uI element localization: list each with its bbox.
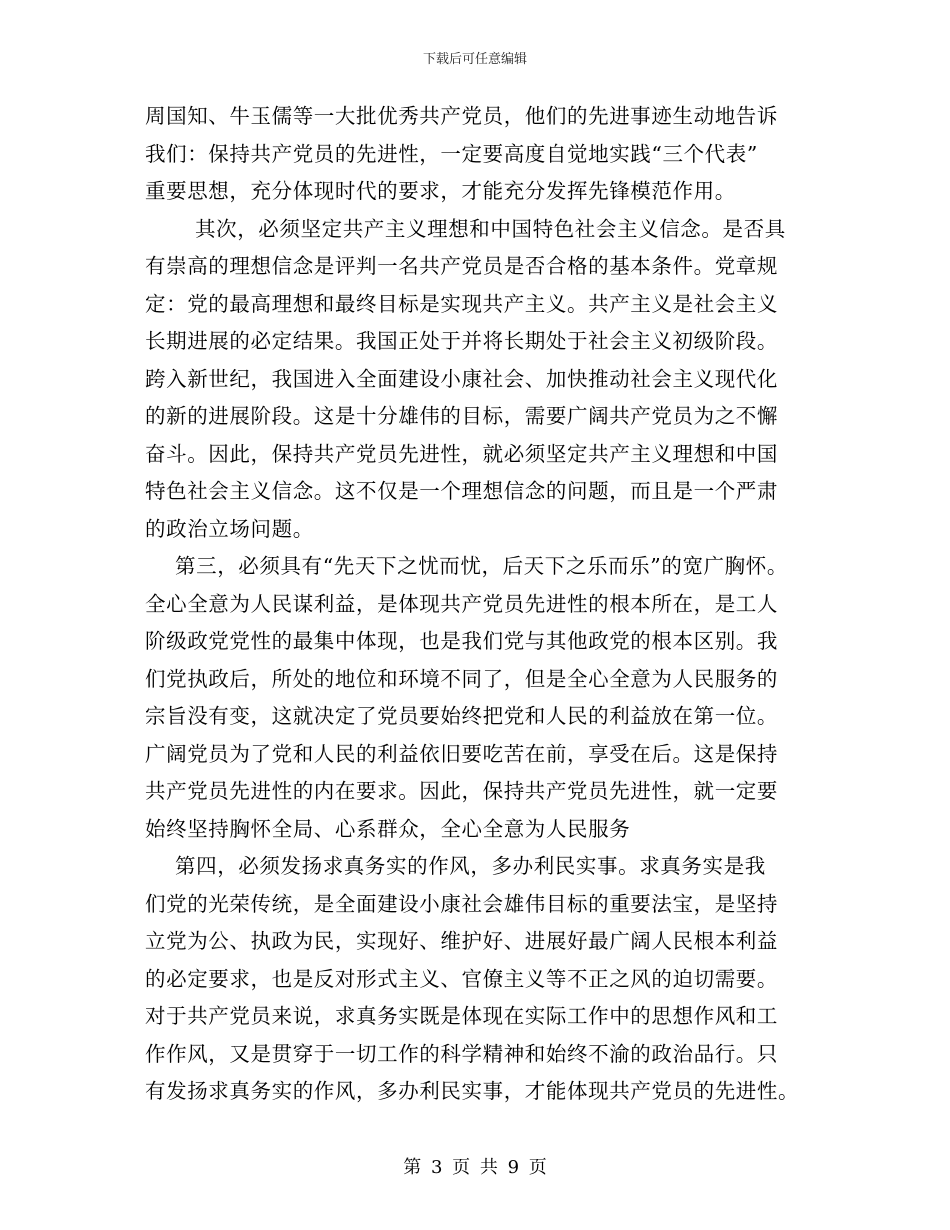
text-line: 特色社会主义信念。这不仅是一个理想信念的问题，而且是一个严肃 [145, 479, 778, 503]
text-line: 们党执政后，所处的地位和环境不同了，但是全心全意为人民服务的 [145, 666, 778, 691]
text-line: 对于共产党员来说，求真务实既是体现在实际工作中的思想作风和工 [145, 1004, 778, 1028]
text-line: 的新的进展阶段。这是十分雄伟的目标，需要广阔共产党员为之不懈 [145, 404, 778, 428]
text-line: 周国知、牛玉儒等一大批优秀共产党员，他们的先进事迹生动地告诉 [145, 104, 778, 128]
text-line: 的政治立场问题。 [145, 516, 314, 541]
text-line: 有崇高的理想信念是评判一名共产党员是否合格的基本条件。党章规 [145, 254, 778, 278]
text-line: 长期进展的必定结果。我国正处于并将长期处于社会主义初级阶段。 [145, 329, 778, 353]
text-line: 定：党的最高理想和最终目标是实现共产主义。共产主义是社会主义 [145, 291, 778, 316]
text-line: 们党的光荣传统，是全面建设小康社会雄伟目标的重要法宝，是坚持 [145, 891, 778, 916]
text-line: 全心全意为人民谋利益，是体现共产党员先进性的根本所在，是工人 [145, 591, 778, 616]
text-line: 宗旨没有变，这就决定了党员要始终把党和人民的利益放在第一位。 [145, 704, 778, 728]
text-line: 阶级政党党性的最集中体现，也是我们党与其他政党的根本区别。我 [145, 629, 778, 653]
text-line: 的必定要求，也是反对形式主义、官僚主义等不正之风的迫切需要。 [145, 966, 778, 991]
text-line: 跨入新世纪，我国进入全面建设小康社会、加快推动社会主义现代化 [145, 366, 778, 391]
text-line: 其次，必须坚定共产主义理想和中国特色社会主义信念。是否具 [195, 216, 786, 241]
text-line: 作作风，又是贯穿于一切工作的科学精神和始终不渝的政治品行。只 [145, 1041, 778, 1066]
text-line: 我们：保持共产党员的先进性，一定要高度自觉地实践“三个代表” [145, 141, 758, 166]
text-line: 第四，必须发扬求真务实的作风，多办利民实事。求真务实是我 [175, 854, 766, 878]
text-line: 第三，必须具有“先天下之忧而忧，后天下之乐而乐”的宽广胸怀。 [175, 554, 788, 578]
text-line: 立党为公、执政为民，实现好、维护好、进展好最广阔人民根本利益 [145, 929, 778, 953]
page-header: 下载后可任意编辑 [422, 52, 527, 67]
page-number-footer: 第 3 页 共 9 页 [403, 1157, 547, 1178]
text-line: 始终坚持胸怀全局、心系群众，全心全意为人民服务 [145, 816, 631, 841]
text-line: 广阔党员为了党和人民的利益依旧要吃苦在前，享受在后。这是保持 [145, 741, 778, 766]
text-line: 重要思想，充分体现时代的要求，才能充分发挥先锋模范作用。 [145, 179, 736, 203]
text-line: 奋斗。因此，保持共产党员先进性，就必须坚定共产主义理想和中国 [145, 441, 778, 466]
text-line: 有发扬求真务实的作风，多办利民实事，才能体现共产党员的先进性。 [145, 1079, 800, 1103]
text-line: 共产党员先进性的内在要求。因此，保持共产党员先进性，就一定要 [145, 779, 778, 803]
document-body [145, 98, 825, 1111]
